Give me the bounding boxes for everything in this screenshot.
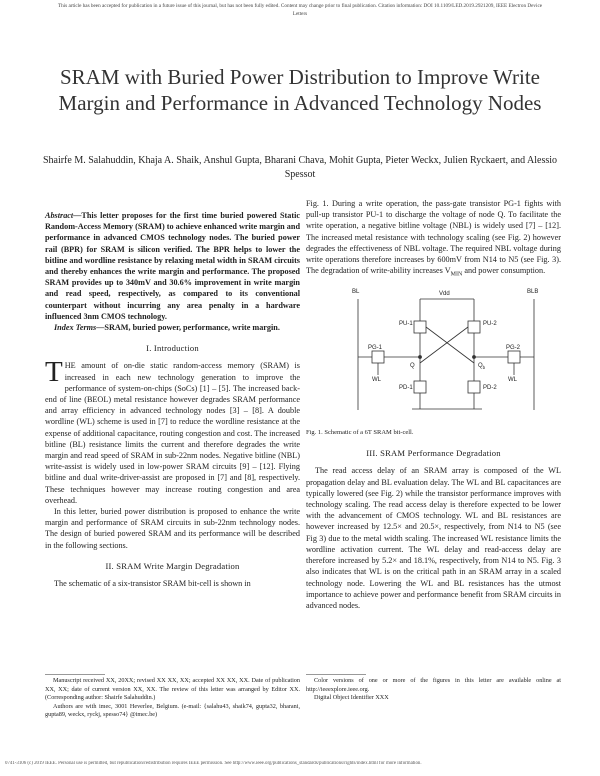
vmin-subscript: MIN xyxy=(450,271,463,278)
label-vdd: Vdd xyxy=(439,291,450,298)
section-heading-introduction: I. Introduction xyxy=(146,343,199,354)
abstract-label: Abstract— xyxy=(45,211,82,220)
label-q: Q xyxy=(410,363,415,370)
right-column xyxy=(306,198,561,611)
intro-paragraph-2: In this letter, buried power distribution is proposed to enhance the write margin and performance of SRAM circuits in sub-22nm technology nodes. The design of buried powered SRAM and its performance will be described in the following sections. xyxy=(45,507,300,550)
write-margin-text-end: and power consumption. xyxy=(462,266,546,276)
footnote-left xyxy=(45,677,300,720)
label-blb: BLB xyxy=(527,289,539,296)
copyright-footer: 0741-3106 (c) 2019 IEEE. Personal use is permitted, but republication/redistribution requires IEEE permission. See http://www.ieee.org/publications_standards/publications/rights/index.html for more information. xyxy=(5,761,422,766)
intro-paragraph-1 xyxy=(45,356,300,506)
author-list: Shairfe M. Salahuddin, Khaja A. Shaik, Anshul Gupta, Bharani Chava, Mohit Gupta, Pieter Weckx, Julien Ryckaert, and Alessio Spessot xyxy=(42,155,558,180)
write-margin-paragraph: The schematic of a six-transistor SRAM bit-cell is shown in xyxy=(54,579,251,589)
abstract-text: This letter proposes for the first time buried powered Static Random-Access Memory (SRAM) to achieve enhanced write margin and performance in advanced CMOS technology nodes. The buried power rail (BPR) for SRAM is silicon verified. The BPR helps to lower the bitline and wordline resistance by relaxing metal width in SRAM circuits and thereby enhances the write margin and performance. The proposed SRAM provides up to 340mV and 30.6% improvement in write margin and read speed, respectively, as compared to its conventional counterpart without incurring any area penalty in a hardware influenced 3nm CMOS technology. xyxy=(45,211,300,321)
label-bl: BL xyxy=(352,289,360,296)
index-terms-text: SRAM, buried power, performance, write margin. xyxy=(104,323,280,333)
write-margin-paragraph-continued xyxy=(306,198,561,281)
label-qb xyxy=(478,361,485,373)
journal-header-note: This article has been accepted for publication in a future issue of this journal, but has not been fully edited. Content may change prior to final publication. Citation information: DOI 10.1109/LED.2019.2921209, IEEE Electron Device Letters xyxy=(57,3,543,17)
label-wl-left: WL xyxy=(372,377,381,384)
footnote-right xyxy=(306,677,561,703)
abstract xyxy=(45,210,300,322)
label-pd2: PD-2 xyxy=(483,385,497,392)
label-pg1: PG-1 xyxy=(368,345,383,352)
sram-bitcell-schematic xyxy=(346,285,546,425)
footnote-rule-right xyxy=(306,674,366,675)
intro-paragraph-1-text: HE amount of on-die static random-access memory (SRAM) is increased in each new technology generation to improve the performance of system-on-chips (SoCs) [1] – [5]. The increased back-end of line (BEOL) metal resistance however degrades SRAM performance and array efficiency in advanced technology nodes [3] – [8]. A double wordline (WL) scheme is used in [7] to reduce the wordline resistance at the expense of additional capacitance, routing congestion and cost. The increased bitline (BL) resistance limits the current and therefore degrades the write margin and read speed of SRAM in sub-22nm nodes. Negative bitline (NBL) write-assist is widely used in low-power SRAM circuits [9] – [12]. Flying bitline and dual write-driver-assist are proposed in [7] and [8], respectively. These techniques however may increase routing congestion and area overhead. xyxy=(45,361,300,505)
write-margin-text: Fig. 1. During a write operation, the pass-gate transistor PG-1 fights with pull-up transistor PU-1 to discharge the voltage of node Q. To facilitate the write operation, a negative bitline voltage (NBL) is widely used [7] – [12]. The increased metal resistance with technology scaling (see Fig. 2) however degrades the effectiveness of NBL voltage. The required NBL voltage during write operations therefore increases by 600mV from N14 to N5 (see Fig. 3). The degradation of write-ability increases V xyxy=(306,199,561,276)
performance-paragraph: The read access delay of an SRAM array is composed of the WL propagation delay and BL evaluation delay. The WL and BL capacitances are typically lowered (see Fig. 2) while the transistor performance improves with technology scaling. The read access delay is therefore expected to be lower with the advancement of CMOS technology. WL and BL resistances are however increased by 12.5× and 20.5×, respectively, from N14 to N5 (see Fig 3) due to the metal width scaling. The increased WL resistance limits the wordline activation current. The WL delay and read-access delay are therefore increased by 5.2× and 18.1%, respectively, from N14 to N5. Fig. 3 also indicates that WL is on the critical path in an SRAM array in a scaled technology node. Lowering the WL and BL resistances has the utmost importance to achieve power and performance benefit from SRAM circuits in advanced nodes. xyxy=(306,466,561,610)
footnote-color-versions: Color versions of one or more of the figures in this letter are available online at http://ieeexplore.ieee.org. xyxy=(306,677,561,693)
index-terms xyxy=(45,322,300,333)
label-wl-right: WL xyxy=(508,377,517,384)
paper-title: SRAM with Buried Power Distribution to Improve Write Margin and Performance in Advanced Technology Nodes xyxy=(58,65,542,115)
label-pu1: PU-1 xyxy=(399,321,413,328)
footnote-doi: Digital Object Identifier XXX xyxy=(314,694,389,702)
label-qb-main: Q xyxy=(478,363,483,370)
label-pu2: PU-2 xyxy=(483,321,497,328)
index-terms-label: Index Terms— xyxy=(54,323,105,333)
section-heading-write-margin: II. SRAM Write Margin Degradation xyxy=(105,560,240,571)
drop-cap: T xyxy=(45,356,63,389)
label-pd1: PD-1 xyxy=(399,385,413,392)
footnote-rule-left xyxy=(45,674,105,675)
left-column xyxy=(45,210,300,589)
footnote-manuscript: Manuscript received XX, 20XX; revised XX XX, XX; accepted XX XX, XX. Date of publication XX, XX; date of current version XX, XX. The review of this letter was arranged by Editor XX. (Corresponding author: Shairfe Salahuddin.) xyxy=(45,677,300,702)
section-heading-performance: III. SRAM Performance Degradation xyxy=(366,448,501,459)
label-pg2: PG-2 xyxy=(506,345,521,352)
footnote-affiliation: Authors are with imec, 3001 Heverlee, Belgium. (e-mail: {salahu43, shaik74, gupta32, bharani, gupta89, weckx, ryckj, spesso74} @imec.be) xyxy=(45,702,300,719)
figure-1-caption: Fig. 1. Schematic of a 6T SRAM bit-cell. xyxy=(306,429,414,437)
label-qb-sub: b xyxy=(482,365,486,371)
